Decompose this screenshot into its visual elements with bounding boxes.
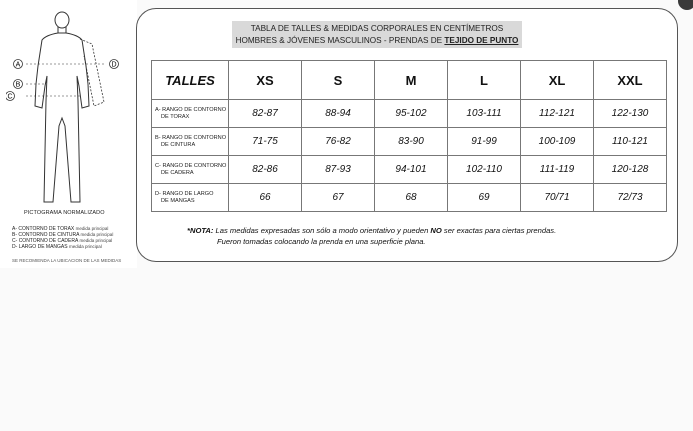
table-cell: 100-109 [521,128,594,156]
marker-c: C [7,93,13,101]
pictogram-panel [0,0,137,268]
table-cell: 88-94 [302,100,375,128]
table-cell: 83-90 [375,128,448,156]
table-cell: 68 [375,184,448,212]
table-row [152,128,667,156]
disclaimer-note [187,225,556,247]
table-row [152,156,667,184]
header-size: M [375,61,448,100]
table-cell: 69 [448,184,521,212]
header-size: S [302,61,375,100]
table-cell: 91-99 [448,128,521,156]
body-pictogram-figure [6,6,131,206]
row-label: A- RANGO DE CONTORNO DE TORAX [152,100,229,128]
note-line-1: *NOTA: Las medidas expresadas son sólo a modo orientativo y pueden NO ser exactas para ciertas prendas. [187,226,557,235]
chart-title [232,21,522,48]
row-label: B- RANGO DE CONTORNO DE CINTURA [152,128,229,156]
table-cell: 102-110 [448,156,521,184]
header-size: L [448,61,521,100]
header-size: XL [521,61,594,100]
table-row [152,100,667,128]
pictogram-footnote: SE RECOMIENDA LA UBICACION DE LAS MEDIDAS [12,258,122,263]
row-label: C- RANGO DE CONTORNO DE CADERA [152,156,229,184]
table-cell: 111-119 [521,156,594,184]
table-header-row [152,61,667,100]
legend-item: B- CONTORNO DE CINTURA medida principal [12,232,114,238]
legend-item: D- LARGO DE MANGAS medida principal [12,244,102,250]
legend-item: A- CONTORNO DE TORAX medida principal [12,226,109,232]
table-cell: 122-130 [594,100,667,128]
corner-circle-icon [678,0,693,10]
table-cell: 112-121 [521,100,594,128]
table-cell: 87-93 [302,156,375,184]
table-cell: 94-101 [375,156,448,184]
pictogram-caption: PICTOGRAMA NORMALIZADO [24,210,105,216]
table-cell: 72/73 [594,184,667,212]
header-size: XXL [594,61,667,100]
table-cell: 82-87 [229,100,302,128]
header-talles: TALLES [152,61,229,100]
table-cell: 110-121 [594,128,667,156]
legend-item: C- CONTORNO DE CADERA medida principal [12,238,113,244]
table-cell: 95-102 [375,100,448,128]
title-line-1: TABLA DE TALLES & MEDIDAS CORPORALES EN CENTÍMETROS [250,24,504,33]
table-cell: 67 [302,184,375,212]
row-label: D- RANGO DE LARGO DE MANGAS [152,184,229,212]
table-cell: 76-82 [302,128,375,156]
table-cell: 66 [229,184,302,212]
size-chart-card [136,8,678,262]
table-row [152,184,667,212]
marker-d: D [111,61,117,69]
marker-b: B [15,81,21,89]
note-line-2: Fueron tomadas colocando la prenda en una superficie plana. [217,237,426,246]
table-cell: 103-111 [448,100,521,128]
table-cell: 70/71 [521,184,594,212]
table-cell: 71-75 [229,128,302,156]
table-cell: 82-86 [229,156,302,184]
header-size: XS [229,61,302,100]
marker-a: A [15,61,21,69]
pictogram-legend [12,226,113,250]
title-line-2: HOMBRES & JÓVENES MASCULINOS - PRENDAS DE TEJIDO DE PUNTO [235,36,519,45]
size-table [151,60,667,212]
table-cell: 120-128 [594,156,667,184]
